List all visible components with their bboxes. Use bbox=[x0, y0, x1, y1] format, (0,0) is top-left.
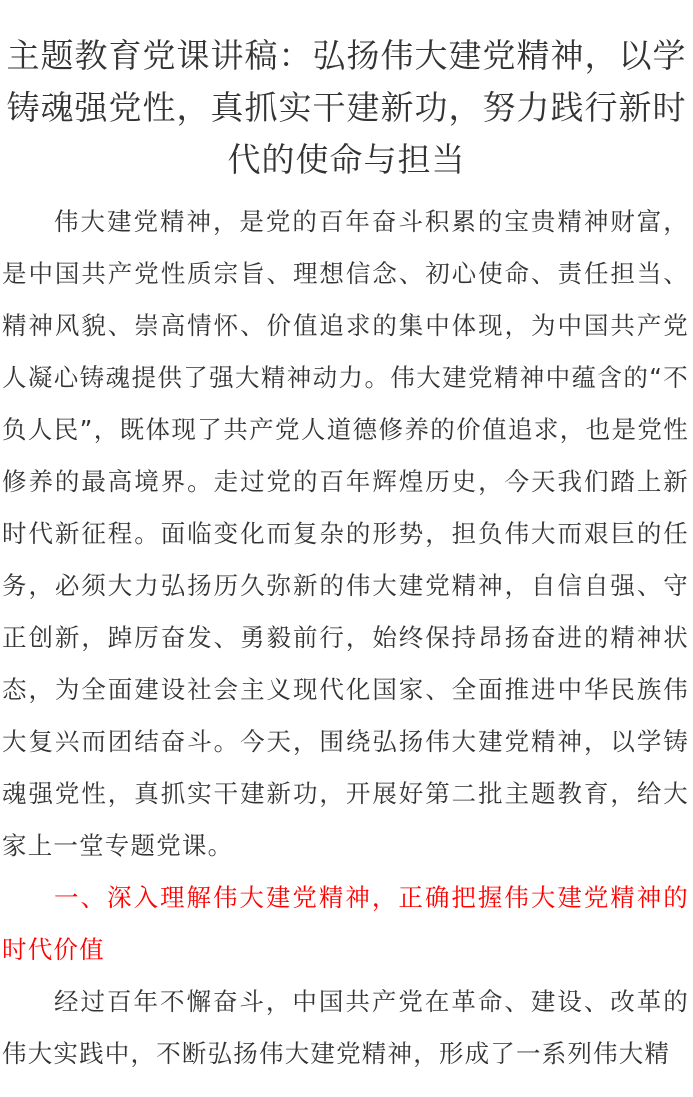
intro-paragraph: 伟大建党精神，是党的百年奋斗积累的宝贵精神财富，是中国共产党性质宗旨、理想信念、初心使命、责任担当、精神风貌、崇高情怀、价值追求的集中体现，为中国共产党人凝心铸魂提供了强大精神动力。伟大建党精神中蕴含的“不负人民”，既体现了共产党人道德修养的价值追求，也是党性修养的最高境界。走过党的百年辉煌历史，今天我们踏上新时代新征程。面临变化而复杂的形势，担负伟大而艰巨的任务，必须大力弘扬历久弥新的伟大建党精神，自信自强、守正创新，踔厉奋发、勇毅前行，始终保持昂扬奋进的精神状态，为全面建设社会主义现代化国家、全面推进中华民族伟大复兴而团结奋斗。今天，围绕弘扬伟大建党精神，以学铸魂强党性，真抓实干建新功，开展好第二批主题教育，给大家上一堂专题党课。 bbox=[2, 207, 689, 860]
document-title: 主题教育党课讲稿：弘扬伟大建党精神，以学铸魂强党性，真抓实干建新功，努力践行新时代的使命与担当 bbox=[6, 36, 687, 179]
section-1-paragraph: 经过百年不懈奋斗，中国共产党在革命、建设、改革的伟大实践中，不断弘扬伟大建党精神，形成了一系列伟大精 bbox=[2, 987, 689, 1068]
section-heading-1: 一、深入理解伟大建党精神，正确把握伟大建党精神的时代价值 bbox=[2, 883, 689, 964]
